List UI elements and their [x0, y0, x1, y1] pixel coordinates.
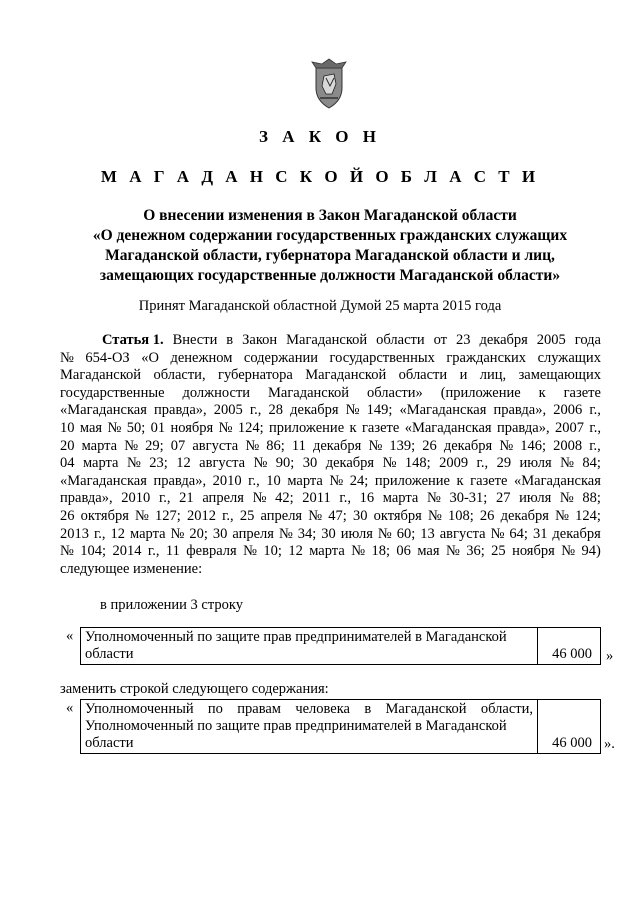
old-row-open-quote: « — [66, 628, 74, 644]
new-row-name-line: области — [85, 735, 134, 751]
adoption-note: Принят Магаданской областной Думой 25 марта 2015 года — [138, 298, 502, 314]
article-word: 2005 — [536, 332, 566, 348]
article-word: 23 — [455, 332, 471, 348]
article-line: 26 октября № 127; 2012 г., 25 апреля № 47; 30 октября № 108; 26 декабря № 124; — [60, 507, 601, 524]
article-word: в — [226, 332, 234, 348]
article-1-paragraph — [60, 332, 601, 578]
article-line: № 654-ОЗ «О денежном содержании государственных гражданских служащих — [60, 349, 601, 366]
new-row-amount: 46 000 — [538, 700, 601, 754]
magadan-coat-of-arms-icon — [310, 58, 348, 110]
new-row-table — [80, 699, 601, 754]
article-line: 2013 г., 12 марта № 20; 30 апреля № 34; 30 июля № 60; 13 августа № 64; 31 декабря — [60, 525, 601, 542]
article-label: Статья 1. — [102, 332, 164, 348]
new-row-name — [81, 700, 538, 754]
new-row-word: человека — [295, 701, 350, 717]
old-row-amount: 46 000 — [538, 628, 601, 665]
article-line: 20 марта № 29; 07 августа № 86; 11 декабря № 139; 26 декабря № 146; 2008 г., — [60, 437, 601, 454]
article-line: правда», 2010 г., 21 апреля № 42; 2011 г., 16 марта № 30-31; 27 июля № 88; — [60, 490, 601, 507]
new-row-word: в — [364, 701, 372, 717]
table-row — [81, 628, 601, 665]
heading-line: О внесении изменения в Закон Магаданской области — [143, 207, 517, 224]
article-last-line: следующее изменение: — [60, 560, 203, 577]
new-row-name-line — [85, 701, 533, 718]
article-line: Магаданской области, губернатора Магаданской области и лиц, замещающих — [60, 367, 601, 384]
article-line: «Магаданская правда», 2010 г., 10 марта № 24; приложение к газете «Магаданская — [60, 472, 601, 489]
article-word: Закон — [242, 332, 278, 348]
article-first-line — [60, 332, 601, 350]
law-heading — [60, 206, 600, 286]
heading-line: замещающих государственные должности Магаданской области» — [99, 267, 561, 284]
replace-instruction: заменить строкой следующего содержания: — [60, 681, 329, 697]
article-word: декабря — [479, 332, 528, 348]
old-row-table — [80, 627, 601, 665]
appendix-instruction: в приложении 3 строку — [100, 597, 243, 613]
new-row-open-quote: « — [66, 700, 74, 716]
new-row-word: правам — [237, 701, 281, 717]
old-row-close-quote: » — [606, 648, 614, 664]
heading-line: «О денежном содержании государственных гражданских служащих — [92, 227, 568, 244]
article-word: Магаданской — [286, 332, 368, 348]
new-row-word: по — [207, 701, 223, 717]
new-row-word: области, — [480, 701, 533, 717]
article-word: года — [574, 332, 601, 348]
article-word: от — [433, 332, 447, 348]
new-row-word: Уполномоченный — [85, 701, 194, 717]
article-word: области — [376, 332, 425, 348]
article-line: государственные должности Магаданской области» (приложение к газете — [60, 384, 601, 401]
table-row — [81, 700, 601, 754]
heading-line: Магаданской области, губернатора Магаданской области и лиц, — [105, 247, 555, 264]
article-line: 04 марта № 23; 12 августа № 90; 30 декабря № 148; 2009 г., 29 июля № 84; — [60, 455, 601, 472]
new-row-word: Магаданской — [385, 701, 467, 717]
article-line: № 104; 2014 г., 11 февраля № 10; 12 марта № 18; 06 мая № 36; 25 ноября № 94) — [60, 543, 601, 560]
old-row-name: Уполномоченный по защите прав предпринимателей в Магаданской области — [81, 628, 538, 665]
article-line: «Магаданская правда», 2005 г., 28 декабря № 149; «Магаданская правда», 2006 г., — [60, 402, 601, 419]
region-title: М А Г А Д А Н С К О Й О Б Л А С Т И — [100, 167, 540, 186]
new-row-close-quote: ». — [604, 736, 615, 752]
document-type-title: З А К О Н — [258, 127, 382, 146]
new-row-name-line: Уполномоченный по защите прав предпринимателей в Магаданской — [85, 718, 507, 734]
article-word: Внести — [172, 332, 218, 348]
article-lines — [60, 350, 601, 561]
article-line: 10 мая № 50; 01 ноября № 124; приложение к газете «Магаданская правда», 2007 г., — [60, 419, 601, 436]
